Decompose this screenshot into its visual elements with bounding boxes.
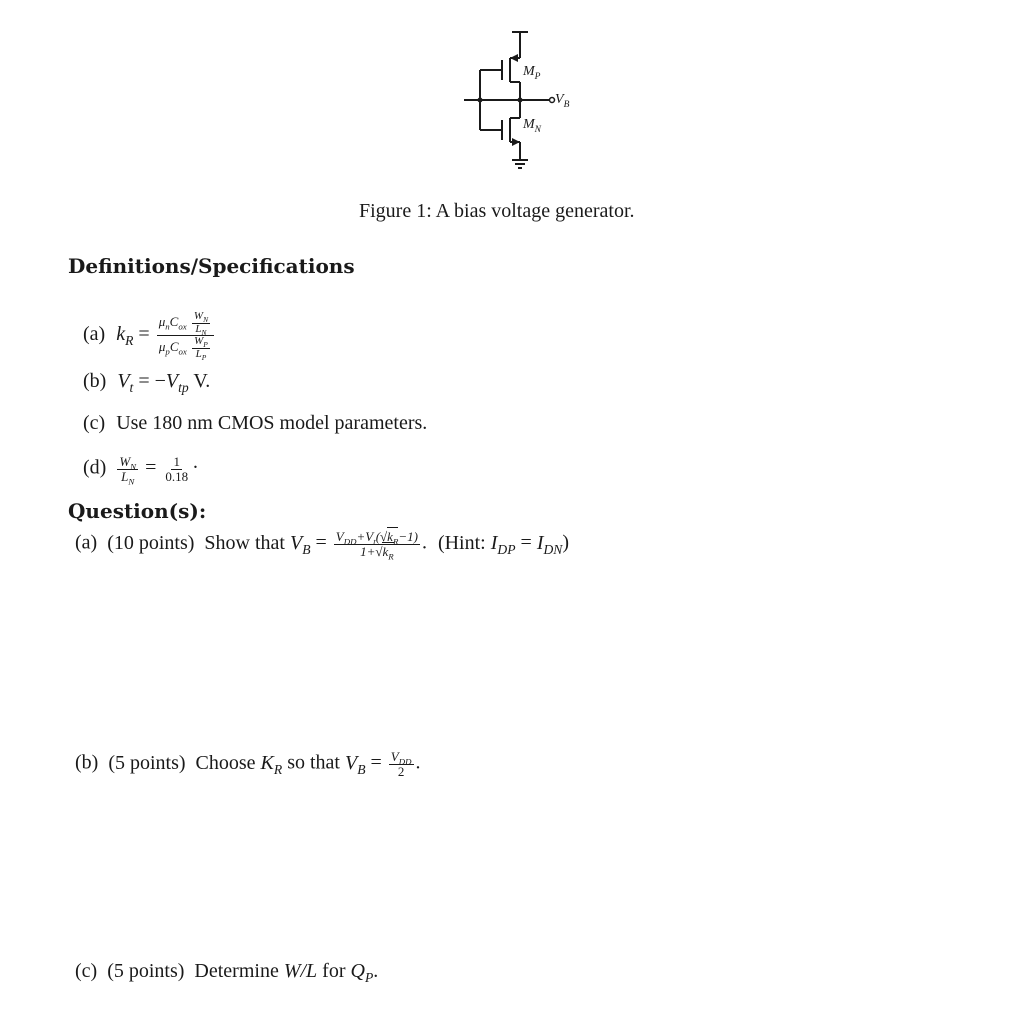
label-mp: $M_P$ [523, 64, 541, 82]
mn-arrow [512, 138, 520, 146]
circuit-schematic [440, 20, 600, 180]
figure-caption: Figure 1: A bias voltage generator. [359, 200, 635, 222]
label-vb: $V_B$ [555, 92, 570, 110]
question-b: (b) (5 points) Choose $K_R$ so that $V_B$ = $\frac{V_{DD}}{2}$ . [75, 749, 421, 779]
definitions-heading: Definitions/Specifications [68, 254, 355, 278]
definition-c: (c) Use 180 nm CMOS model parameters. [83, 412, 428, 434]
definition-b: (b) $V_t = -V_{tp}$ V. [83, 370, 211, 395]
question-a: (a) (10 points) Show that $V_B$ = $\frac{V_{DD}+V_t(√k_R-1)}{1+√k_R}$ . (Hint: $I_{DP} = I_{DN}$) [75, 529, 570, 562]
label-mn: $M_N$ [523, 117, 542, 135]
question-c: (c) (5 points) Determine W/L for $Q_P$. [75, 960, 379, 985]
drain-node [518, 98, 523, 103]
definition-a: (a) $k_R$ = $\mu_nC_{ox}$ $\frac{W_N}{L_N}$ $\mu_pC_{ox}$ $\frac{W_P}{L_P}$ [83, 311, 216, 360]
vb-terminal [550, 98, 555, 103]
definition-d: (d) $\frac{W_N}{L_N}$ = $\frac{1}{0.18}$ · [83, 454, 199, 487]
gate-node [478, 98, 483, 103]
questions-heading: Question(s): [68, 499, 207, 523]
mp-arrow [510, 54, 518, 62]
